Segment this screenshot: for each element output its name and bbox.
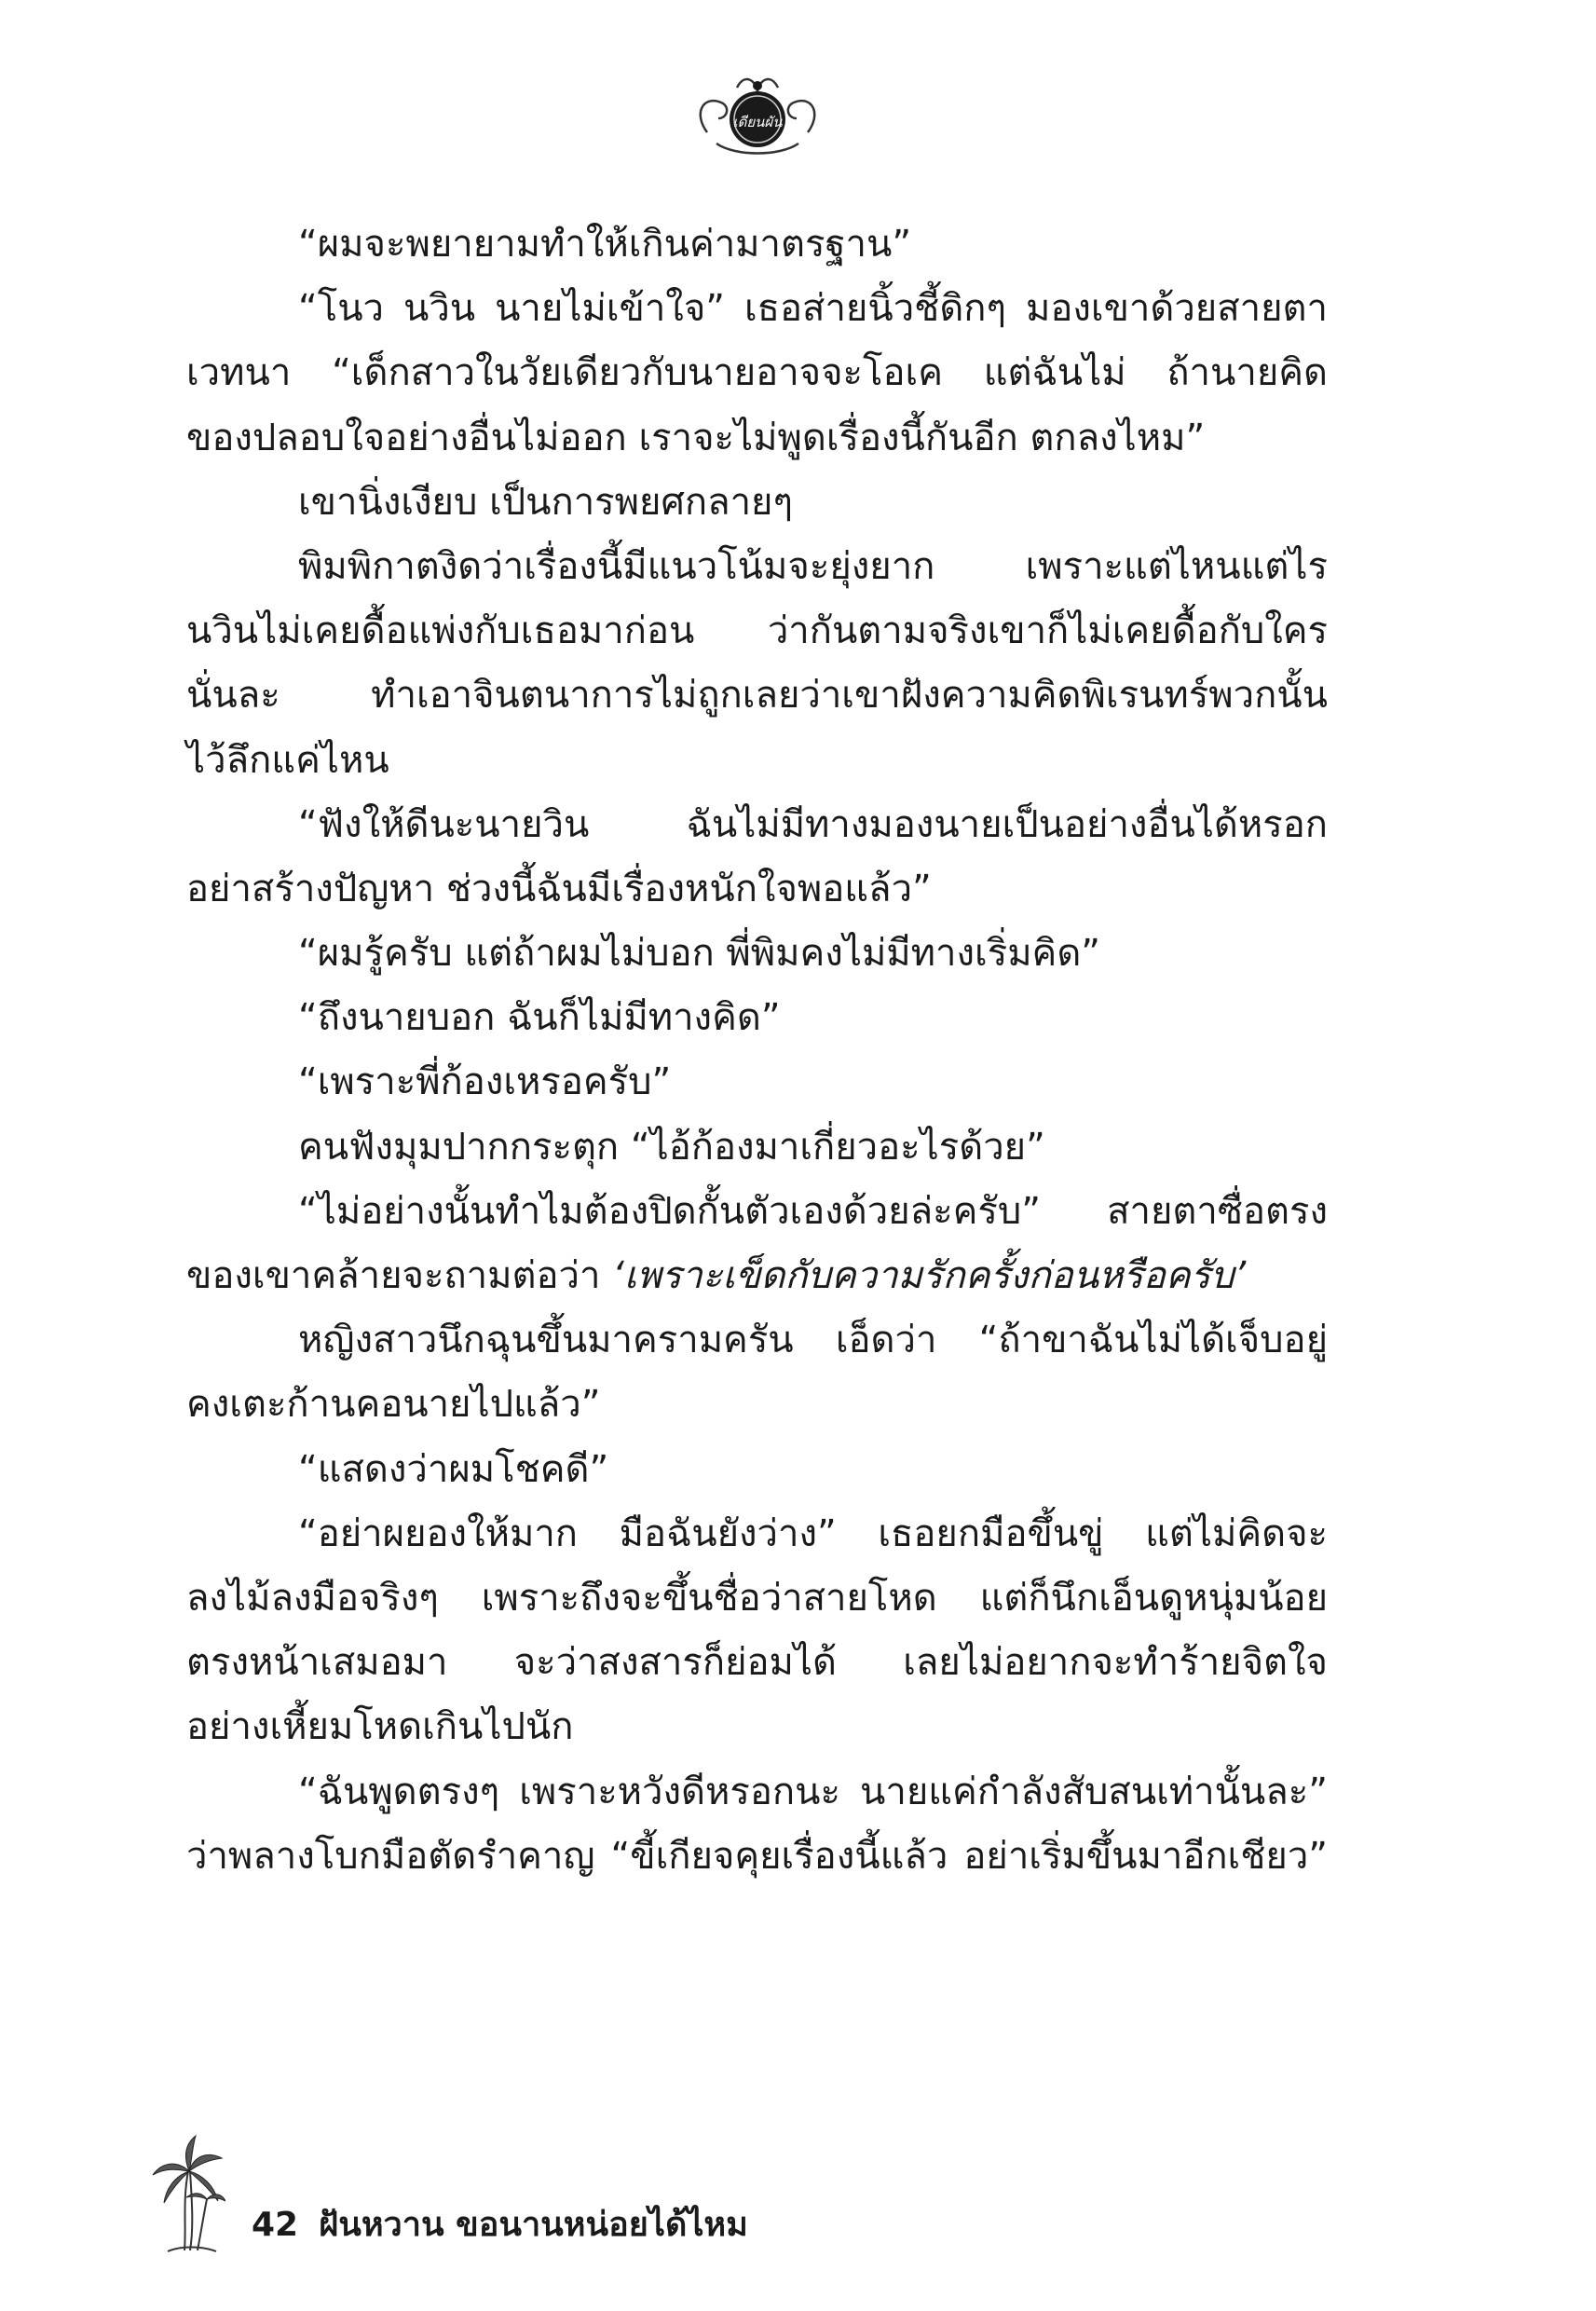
paragraph-line: อย่างเหี้ยมโหดเกินไปนัก bbox=[186, 1705, 574, 1749]
paragraph-line: ว่าพลางโบกมือตัดรำคาญ “ขี้เกียจคุยเรื่องนี้แล้ว อย่าเริ่มขึ้นมาอีกเชียว” bbox=[186, 1834, 1328, 1878]
paragraph-line: อย่าสร้างปัญหา ช่วงนี้ฉันมีเรื่องหนักใจพอแล้ว” bbox=[186, 867, 932, 910]
paragraph-line bbox=[186, 1244, 1328, 1308]
paragraph-line: เขานิ่งเงียบ เป็นการพยศกลายๆ bbox=[298, 480, 793, 524]
paragraph-line: “โนว นวิน นายไม่เข้าใจ” เธอส่ายนิ้วชี้ดิกๆ มองเขาด้วยสายตา bbox=[298, 287, 1328, 331]
paragraph-line: “แสดงว่าผมโชคดี” bbox=[298, 1447, 609, 1491]
line-text: ของเขาคล้ายจะถามต่อว่า bbox=[186, 1254, 601, 1297]
body-text bbox=[186, 212, 1328, 1889]
paragraph-line: ของปลอบใจอย่างอื่นไม่ออก เราจะไม่พูดเรื่องนี้กันอีก ตกลงไหม” bbox=[186, 416, 1206, 459]
paragraph-line: “ไม่อย่างนั้นทำไมต้องปิดกั้นตัวเองด้วยล่ะครับ” สายตาซื่อตรง bbox=[298, 1189, 1328, 1233]
paragraph-line: หญิงสาวนึกฉุนขึ้นมาครามครัน เอ็ดว่า “ถ้าขาฉันไม่ได้เจ็บอยู่ bbox=[298, 1319, 1328, 1362]
emblem-text: เดียนผัน bbox=[732, 114, 783, 130]
paragraph-line: ไว้ลึกแค่ไหน bbox=[186, 738, 389, 782]
paragraph-line: “ผมรู้ครับ แต่ถ้าผมไม่บอก พี่พิมคงไม่มีทางเริ่มคิด” bbox=[298, 932, 1101, 976]
paragraph-line: คงเตะก้านคอนายไปแล้ว” bbox=[186, 1383, 601, 1427]
paragraph-line: เวทนา “เด็กสาวในวัยเดียวกับนายอาจจะโอเค แต่ฉันไม่ ถ้านายคิด bbox=[186, 351, 1328, 395]
paragraph-line: “ฟังให้ดีนะนายวิน ฉันไม่มีทางมองนายเป็นอย่างอื่นได้หรอก bbox=[298, 802, 1328, 846]
palm-tree-icon bbox=[149, 2134, 225, 2255]
paragraph-line: “เพราะพี่ก้องเหรอครับ” bbox=[298, 1060, 672, 1104]
paragraph-line: “ฉันพูดตรงๆ เพราะหวังดีหรอกนะ นายแค่กำลังสับสนเท่านั้นละ” bbox=[298, 1770, 1328, 1813]
book-title: ฝันหวาน ขอนานหน่อยได้ไหม bbox=[319, 2206, 748, 2244]
paragraph-line: นั่นละ ทำเอาจินตนาการไม่ถูกเลยว่าเขาฝังความคิดพิเรนทร์พวกนั้น bbox=[186, 674, 1328, 718]
paragraph-line: คนฟังมุมปากกระตุก “ไอ้ก้องมาเกี่ยวอะไรด้วย” bbox=[298, 1125, 1045, 1169]
paragraph-line: “ถึงนายบอก ฉันก็ไม่มีทางคิด” bbox=[298, 996, 781, 1040]
paragraph-line: “อย่าผยองให้มาก มือฉันยังว่าง” เธอยกมือขึ้นขู่ แต่ไม่คิดจะ bbox=[298, 1511, 1328, 1555]
paragraph-line: ตรงหน้าเสมอมา จะว่าสงสารก็ย่อมได้ เลยไม่อยากจะทำร้ายจิตใจ bbox=[186, 1641, 1328, 1685]
paragraph-line: พิมพิกาตงิดว่าเรื่องนี้มีแนวโน้มจะยุ่งยาก เพราะแต่ไหนแต่ไร bbox=[298, 544, 1328, 588]
footer-caption bbox=[252, 2197, 748, 2250]
paragraph-line: “ผมจะพยายามทำให้เกินค่ามาตรฐาน” bbox=[298, 223, 912, 266]
paragraph-line: ลงไม้ลงมือจริงๆ เพราะถึงจะขึ้นชื่อว่าสายโหด แต่ก็นึกเอ็นดูหนุ่มน้อย bbox=[186, 1576, 1328, 1620]
page-footer bbox=[149, 2134, 894, 2274]
italic-thought: ‘เพราะเข็ดกับความรักครั้งก่อนหรือครับ’ bbox=[612, 1254, 1247, 1297]
paragraph-line: นวินไม่เคยดื้อแพ่งกับเธอมาก่อน ว่ากันตามจริงเขาก็ไม่เคยดื้อกับใคร bbox=[186, 609, 1328, 653]
page-number: 42 bbox=[252, 2206, 299, 2244]
publisher-emblem bbox=[689, 67, 826, 160]
